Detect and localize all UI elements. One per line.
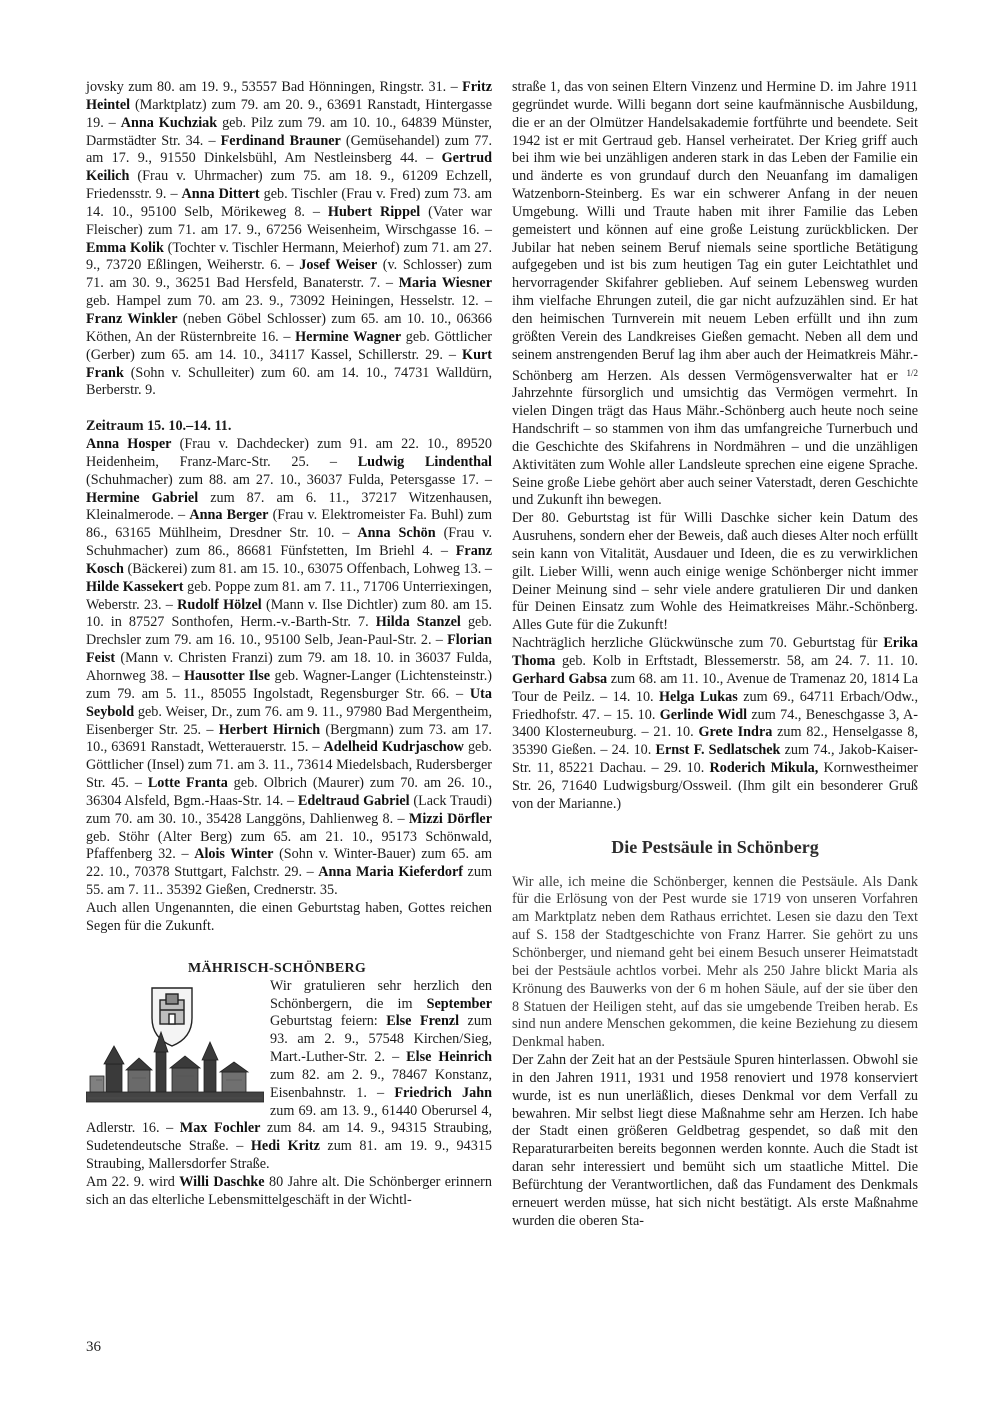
person-name: Ferdinand Brauner: [220, 132, 341, 149]
person-name: Franz Winkler: [86, 310, 178, 327]
text-run: Nachträglich herzliche Glückwünsche zum 70. Geburtstag für: [512, 635, 884, 652]
blessing-text: Auch allen Ungenannten, die einen Geburtstag haben, Gottes reichen Segen für die Zukunft.: [86, 899, 492, 934]
person-name: Else Heinrich: [406, 1049, 492, 1066]
person-name: Grete Indra: [698, 724, 773, 741]
person-name: Hedi Kritz: [250, 1138, 320, 1155]
text-run: (Frau v. Dachdecker) zum 91. am 22. 10., 89520 Heidenheim, Franz-Marc-Str. 25. –: [86, 436, 493, 470]
person-name: Ludwig Lindenthal: [357, 453, 492, 470]
text-run: Kornwestheimer Str. 26, 71640 Ludwigsburg/Ossweil. (Ihm gilt ein besonderer Gruß von der Marianne.): [512, 760, 918, 812]
person-name: Herbert Hirnich: [218, 721, 321, 738]
text-run: (v. Schlosser) zum 71. am 30. 9., 36251 Bad Hersfeld, Banaterstr. 7. –: [86, 257, 492, 292]
daschke-biography-part1: straße 1, das von seinen Eltern Vinzenz und Hermine D. im Jahre 1911 gegründet wurde. Willi begann dort seine kaufmännische Ausbildung, die er an der Olmützer Handelsakademie fortführte und beendete. Seit 1942 ist er mit Gertraud geb. Hansel verheiratet. Der Krieg griff auch bei ihm wie bei unzähligen anderen stark in das Leben der Familie ein und änderte es von grundauf durch den Neuanfang im damaligen Watzenborn-Steinberg. Es war ein schwerer Anfang in der neuen Umgebung. Willi und Traute haben mit ihrer Familie das Leben gemeistert und können auf eine große Leistung zurückblicken. Der Jubilar hat neben seinem Beruf niemals seine sportliche Betätigung aufgegeben und ist bis zum heutigen Tag ein guter Leichtathlet und hervorragender Skifahrer geblieben. Auf seinem Lebensweg wurden ihm vielfache Ehrungen zuteil, die gar nicht aufzuzählen sind. Er hat den heimischen Turnverein mit neuem Leben erfüllt und ihn zum größten Verein des Landkreises Gießen gemacht. Neben all dem und seinem anstrengenden Beruf lag ihm aber auch der Heimatkreis Mähr.-Schönberg am Herzen. Als dessen Vermögensverwalter hat er: [512, 79, 918, 384]
person-name: Josef Weiser: [299, 257, 378, 274]
person-name: Mizzi Dörfler: [408, 810, 493, 827]
person-name: Anna Berger: [189, 507, 269, 524]
daschke-intro: [86, 1174, 492, 1210]
person-name: Alois Winter: [194, 846, 274, 863]
fraction-mark: 1/2: [906, 367, 918, 378]
text-run: zum 69. am 13. 9., 61440 Oberursel 4, Adlerstr. 16. –: [86, 1102, 492, 1137]
text-run: (Marktplatz) zum 79. am 20. 9., 63691 Ranstadt, Hintergasse 19. –: [86, 96, 492, 131]
text-run: (neben Göbel Schlosser) zum 65. am 10. 10., 06366 Köthen, An der Rüsternbreite 16. –: [86, 310, 492, 345]
town-crest-illustration: [86, 980, 264, 1106]
text-run: geb. Pilz zum 79. am 10. 10., 64839 Münster, Darmstädter Str. 34. –: [86, 114, 492, 149]
text-run: geb. Tischler (Frau v. Fred) zum 73. am 14. 10., 95100 Selb, Mörikeweg 8. –: [86, 186, 492, 220]
text-run: zum 55. am 7. 11.. 35392 Gießen, Crednerstr. 35.: [86, 864, 492, 899]
person-name: Edeltraud Gabriel: [297, 792, 410, 809]
text-run: (Bergmann) zum 73. am 17. 10., 63691 Ranstadt, Wetterauerstr. 15. –: [86, 721, 492, 756]
person-name: Erika Thoma: [512, 635, 918, 669]
daschke-biography-part2: Jahrzehnte fürsorglich und umsichtig das Vermögen vermehrt. In vielen Dingen trägt das Haus Mähr.-Schönberg auch heute noch seine Handschrift – so stammen von ihm das umfangreiche Turnerbuch und die Geschichte des Skifahrens in Nordmähren – und die unzähligen Aktivitäten zum Wohle aller Landsleute sprechen eine eigene Sprache. Seine große Liebe gehört aber auch seiner Vaterstadt, deren Geschichte und Zukunft ihn bewegen.: [512, 385, 918, 509]
article-paragraph-1: Wir alle, ich meine die Schönberger, kennen die Pestsäule. Als Dank für die Erlösung von der Pest wurde sie 1719 von unseren Vorfahren am Marktplatz neben dem Rathaus errichtet. Lesen sie dazu den Text auf S. 158 der Stadtgeschichte von Franz Harrer. Sie gehört zu uns Schönberger, und niemand geht bei einem Besuch unserer Heimatstadt bei der Pestsäule achtlos vorbei. Mehr als 250 Jahre blickt Maria als Krönung des Bauwerks von der 6 m hohen Säule, auf der sie über den 8 Statuen der Heiligen steht, auf das sie umgebende Treiben herab. Es sind nun andere Menschen gekommen, die keine Beziehung zu diesem Denkmal haben.: [512, 873, 918, 1051]
person-name: Willi Daschke: [179, 1173, 265, 1190]
coat-of-arms-icon: [152, 988, 192, 1046]
period-heading: Zeitraum 15. 10.–14. 11.: [86, 418, 232, 435]
daschke-closing: Der 80. Geburtstag ist für Willi Daschke sicher kein Datum des Ausruhens, sondern eher der Beweis, daß auch dieses Alter noch erfüllt sein kann von Vitalität, Ausdauer und Ideen, die es zu verwirklichen gilt. Lieber Willi, wenn auch einige wenige Schönberger nicht immer Deiner Meinung sind – sehr viele andere gratulieren Dir und danken für Deinen Einsatz zum Wohle des Heimatkreises Mähr.-Schönberg. Alles Gute für die Zukunft!: [512, 510, 918, 634]
text-run: geb. Göttlicher (Insel) zum 71. am 3. 11., 73614 Miedelsbach, Rudersberger Str. 45. –: [86, 739, 492, 792]
text-run: (Frau v. Uhrmacher) zum 75. am 18. 9., 61209 Echzell, Friedensstr. 9. –: [86, 168, 492, 203]
person-name: Anna Dittert: [181, 186, 260, 203]
person-name: Hilda Stanzel: [375, 614, 461, 631]
person-name: Gertrud Keilich: [86, 150, 492, 185]
person-name: Maria Wiesner: [398, 275, 492, 292]
text-run: (Bäckerei) zum 81. am 15. 10., 63075 Offenbach, Lohweg 13. –: [123, 560, 492, 577]
person-name: Gerhard Gabsa: [512, 670, 608, 687]
text-run: (Frau v. Elektromeister Fa. Buhl) zum 86., 63165 Mühlheim, Dresdner Str. 10. –: [86, 507, 492, 542]
text-run: (Gemüsehandel) zum 77. am 17. 9., 91550 Dinkelsbühl, Am Nestleinsberg 44. –: [86, 132, 492, 167]
text-run: zum 84. am 14. 9., 94315 Straubing, Sudetendeutsche Straße. –: [86, 1120, 493, 1155]
text-run: geb. Poppe zum 81. am 7. 11., 71706 Unterriexingen, Weberstr. 23. –: [86, 578, 492, 613]
person-name: Anna Schön: [357, 525, 436, 542]
daschke-biography: [512, 79, 918, 510]
text-run: zum 82. am 2. 9., 78467 Konstanz, Eisenbahnstr. 1. –: [270, 1066, 492, 1101]
text-run: zum 93. am 2. 9., 57548 Kirchen/Sieg, Mart.-Luther-Str. 2. –: [270, 1013, 492, 1066]
person-name: Rudolf Hölzel: [177, 596, 262, 613]
text-run: zum 74., Jakob-Kaiser-Str. 11, 85221 Dachau. – 29. 10.: [512, 742, 918, 777]
text-run: geb. Olbrich (Maurer) zum 70. am 26. 10., 36304 Alsfeld, Bgm.-Haas-Str. 14. –: [86, 775, 492, 809]
birthday-list-continued: [86, 79, 492, 400]
right-column: [512, 79, 918, 1230]
text-run: Wir gratulieren sehr herzlich den Schönbergern, die im: [270, 977, 492, 1012]
text-run: geb. Kolb in Erftstadt, Blessemerstr. 58, am 24. 7. 11. 10.: [555, 653, 918, 669]
text-run: zum 82., Henselgasse 8, 35390 Gießen. – 24. 10.: [512, 724, 918, 759]
belated-greetings: [512, 635, 918, 813]
left-column: [86, 79, 492, 1210]
person-name: Hubert Rippel: [327, 203, 421, 220]
person-name: Franz Kosch: [86, 543, 492, 577]
page-number: 36: [86, 1339, 101, 1355]
text-run: zum 81. am 19. 9., 94315 Straubing, Mallersdorfer Straße.: [86, 1138, 493, 1173]
text-run: geb. Drechsler zum 79. am 16. 10., 95100 Selb, Jean-Paul-Str. 2. –: [86, 614, 492, 649]
text-run: (Mann v. Christen Franzi) zum 79. am 18. 10. in 36037 Fulda, Ahornweg 38. –: [86, 650, 492, 684]
text-run: (Mann v. Ilse Dichtler) zum 80. am 15. 10. in 87527 Sonthofen, Herm.-v.-Barth-Str. 7.: [86, 596, 492, 631]
text-run: jovsky zum 80. am 19. 9., 53557 Bad Hönningen, Ringstr. 31. –: [86, 79, 463, 95]
person-name: September: [426, 995, 492, 1012]
text-run: (Schuhmacher) zum 88. am 27. 10., 36037 Fulda, Petersgasse 17. –: [86, 471, 492, 488]
text-run: Am 22. 9. wird: [86, 1173, 180, 1190]
text-run: geb. Hampel zum 70. am 23. 9., 73092 Heiningen, Hesselstr. 12. –: [86, 293, 492, 310]
person-name: Emma Kolik: [86, 239, 164, 256]
person-name: Else Frenzl: [386, 1013, 460, 1030]
text-run: Geburtstag feiern:: [270, 1013, 387, 1030]
person-name: Roderich Mikula,: [709, 760, 819, 777]
article-title: Die Pestsäule in Schönberg: [611, 836, 819, 857]
person-name: Hausotter Ilse: [183, 668, 271, 684]
text-run: (Vater war Fleischer) zum 71. am 17. 9., 67256 Weisenheim, Wirschgasse 16. –: [86, 203, 492, 238]
text-run: (Lack Traudi) zum 70. am 30. 10., 35428 Langgöns, Dahlienweg 8. –: [86, 792, 492, 827]
person-name: Gerlinde Widl: [659, 706, 748, 723]
person-name: Hermine Wagner: [295, 328, 402, 345]
person-name: Friedrich Jahn: [394, 1084, 492, 1101]
person-name: Adelheid Kudrjaschow: [323, 739, 464, 756]
person-name: Anna Maria Kieferdorf: [318, 864, 463, 881]
text-run: (Tochter v. Tischler Hermann, Meierhof) zum 71. am 27. 9., 73720 Eßlingen, Weiherstr. 6. –: [86, 239, 492, 274]
text-run: geb. Weiser, Dr., zum 76. am 9. 11., 97980 Bad Mergentheim, Eisenberger Str. 25. –: [86, 703, 492, 738]
person-name: Hermine Gabriel: [86, 489, 199, 506]
region-heading: MÄHRISCH-SCHÖNBERG: [188, 960, 367, 976]
person-name: Hilde Kassekert: [86, 578, 184, 595]
person-name: Kurt Frank: [86, 346, 492, 381]
region-section: [86, 960, 492, 1210]
text-run: (Sohn v. Schulleiter) zum 60. am 14. 10., 74731 Walldürn, Berberstr. 9.: [86, 364, 492, 399]
person-name: Anna Hosper: [86, 436, 172, 453]
text-run: geb. Göttlicher (Gerber) zum 65. am 14. 10., 34117 Kassel, Schillerstr. 29. –: [86, 328, 492, 363]
person-name: Ernst F. Sedlatschek: [655, 742, 781, 759]
text-run: (Sohn v. Winter-Bauer) zum 65. am 22. 10., 70378 Stuttgart, Falchstr. 29. –: [86, 846, 492, 881]
person-name: Max Fochler: [179, 1120, 261, 1137]
text-run: geb. Wagner-Langer (Lichtensteinstr.) zum 79. am 5. 11., 85055 Ingolstadt, Regensburger Str. 66. –: [86, 668, 493, 702]
person-name: Helga Lukas: [659, 688, 738, 705]
period-birthday-list: [86, 436, 492, 900]
person-name: Fritz Heintel: [86, 79, 492, 113]
article-paragraph-2: Der Zahn der Zeit hat an der Pestsäule Spuren hinterlassen. Obwohl sie in den Jahren 1911, 1931 und 1958 renoviert und 1978 konserviert wurde, ist es nun unerläßlich, dieses Denkmal vor dem Verfall zu bewahren. Mir selbst liegt diese Maßnahme sehr am Herzen. Ich habe der Stadt einen größeren Geldbetrag gespendet, so daß mit den Reparaturarbeiten bereits begonnen werden konnte. Auch die Stadt ist daran sehr interessiert und bemüht sich um staatliche Mittel. Die Befürchtung der Verantwortlichen, daß das Fundament des Denkmals erneuert werden müsse, hat sich nicht bestätigt. Als erste Maßnahme wurden die oberen Sta-: [512, 1052, 918, 1229]
text-run: zum 74., Beneschgasse 3, A-3400 Klosterneuburg. – 21. 10.: [512, 706, 918, 741]
text-run: zum 68. am 11. 10., Avenue de Tramenaz 20, 1814 La Tour de Peilz. – 14. 10.: [512, 670, 918, 705]
text-run: geb. Stöhr (Alter Berg) zum 65. am 21. 10., 95173 Schönwald, Pfaffenberg 32. –: [86, 828, 492, 863]
text-run: zum 87. am 6. 11., 37217 Witzenhausen, Kleinalmerode. –: [86, 489, 492, 524]
text-run: (Frau v. Schuhmacher) zum 86., 86681 Fünfstetten, Im Briehl 4. –: [86, 525, 493, 560]
text-run: zum 69., 64711 Erbach/Odw., Friedhofstr. 47. – 15. 10.: [512, 688, 918, 723]
person-name: Florian Feist: [86, 632, 492, 667]
person-name: Lotte Franta: [147, 775, 228, 792]
person-name: Uta Seybold: [86, 685, 492, 720]
person-name: Anna Kuchziak: [120, 114, 218, 131]
text-run: 80 Jahre alt. Die Schönberger erinnern sich an das elterliche Lebensmittelgeschäft in der Wichtl-: [86, 1173, 493, 1208]
